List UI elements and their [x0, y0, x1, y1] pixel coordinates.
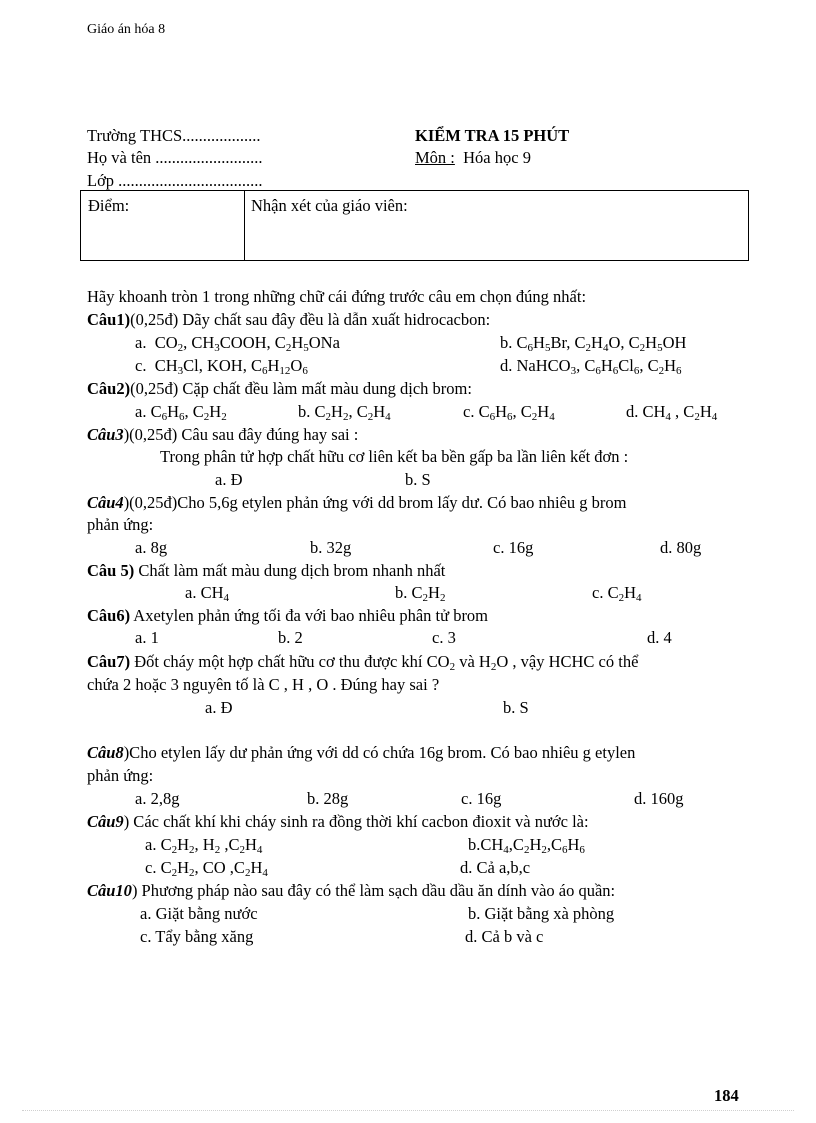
- q5-option-b: b. $C_2H_2$: [395, 583, 446, 604]
- question-7-cont: chứa 2 hoặc 3 nguyên tố là C , H , O . Đúng hay sai ?: [87, 675, 440, 694]
- question-6: Câu6) Axetylen phản ứng tối đa với bao nhiêu phân tử brom: [87, 606, 489, 625]
- q4-option-d: d. 80g: [660, 538, 702, 557]
- q2-option-b: b. $C_2H_2$, $C_2H_4$: [298, 402, 391, 423]
- test-title: KIỂM TRA 15 PHÚT: [415, 126, 570, 145]
- subject-value: Hóa học 9: [463, 148, 531, 167]
- q10-option-c: c. Tẩy bằng xăng: [140, 927, 254, 946]
- q2-option-c: c. $C_6H_6$, $C_2H_4$: [463, 402, 555, 423]
- q3-option-b: b. S: [405, 470, 431, 489]
- q6-option-c: c. 3: [432, 628, 456, 647]
- q8-option-b: b. 28g: [307, 789, 349, 808]
- grade-box-divider: [244, 190, 245, 260]
- q5-option-c: c. $C_2H_4$: [592, 583, 642, 604]
- score-label: Điểm:: [88, 196, 130, 215]
- q9-option-b: $b.CH_4,C_2H_2,C_6H_6$: [468, 835, 585, 856]
- question-4-cont: phản ứng:: [87, 515, 154, 534]
- q9-option-d: d. Cả a,b,c: [460, 858, 531, 877]
- q6-option-a: a. 1: [135, 628, 159, 647]
- q7-option-b: b. S: [503, 698, 529, 717]
- name-field: Họ và tên ..........................: [87, 148, 263, 167]
- question-8: Câu8)Cho etylen lấy dư phản ứng với dd có chứa 16g brom. Có bao nhiêu g etylen: [87, 743, 636, 762]
- subject-line: [415, 148, 531, 167]
- q10-option-d: d. Cả b và c: [465, 927, 544, 946]
- q1-option-a: a. $CO_2$, $CH_3COOH$, $C_2H_5ONa$: [135, 333, 340, 354]
- instruction: Hãy khoanh tròn 1 trong những chữ cái đứng trước câu em chọn đúng nhất:: [87, 287, 587, 306]
- q9-option-c: c. $C_2H_2$, CO $,C_2H_4$: [145, 858, 268, 879]
- q8-option-a: a. 2,8g: [135, 789, 180, 808]
- q1-option-b: b. $C_6H_5Br$, $C_2H_4O$, $C_2H_5OH$: [500, 333, 687, 354]
- q2-option-d: d. $CH_4$ , $C_2H_4$: [626, 402, 718, 423]
- q8-option-c: c. 16g: [461, 789, 502, 808]
- q9-option-a: a. $C_2H_2$, $H_2$ $,C_2H_4$: [145, 835, 263, 856]
- q5-option-a: a. $CH_4$: [185, 583, 229, 604]
- q8-option-d: d. 160g: [634, 789, 684, 808]
- q4-option-c: c. 16g: [493, 538, 534, 557]
- q6-option-b: b. 2: [278, 628, 303, 647]
- footer-divider: [22, 1110, 794, 1111]
- q1-option-d: d. NaHCO$_3$, $C_6H_6Cl_6$, $C_2H_6$: [500, 356, 682, 377]
- q1-option-c: c. $CH_3Cl$, KOH, $C_6H_{12}O_6$: [135, 356, 308, 377]
- question-7: Câu7) Đốt cháy một hợp chất hữu cơ thu được khí $CO_2$ và $H_2O$ , vậy HCHC có thể: [87, 652, 639, 673]
- q4-option-a: a. 8g: [135, 538, 168, 557]
- q3-option-a: a. Đ: [215, 470, 243, 489]
- q4-option-b: b. 32g: [310, 538, 352, 557]
- q2-option-a: a. $C_6H_6$, $C_2H_2$: [135, 402, 227, 423]
- subject-label: Môn :: [415, 148, 455, 167]
- q10-option-a: a. Giặt bằng nước: [140, 904, 258, 923]
- question-4: Câu4)(0,25đ)Cho 5,6g etylen phản ứng với dd brom lấy dư. Có bao nhiêu g brom: [87, 493, 627, 512]
- q3-statement: Trong phân tử hợp chất hữu cơ liên kết ba bền gấp ba lần liên kết đơn :: [160, 447, 629, 466]
- school-field: Trường THCS...................: [87, 126, 261, 145]
- question-10: Câu10) Phương pháp nào sau đây có thể làm sạch dầu dầu ăn dính vào áo quần:: [87, 881, 616, 900]
- q7-option-a: a. Đ: [205, 698, 233, 717]
- question-9: Câu9) Các chất khí khi cháy sinh ra đồng thời khí cacbon đioxit và nước là:: [87, 812, 589, 831]
- q6-option-d: d. 4: [647, 628, 672, 647]
- grade-box: [80, 190, 749, 261]
- q10-option-b: b. Giặt bằng xà phòng: [468, 904, 615, 923]
- question-2: Câu2)(0,25đ) Cặp chất đều làm mất màu dung dịch brom:: [87, 379, 472, 398]
- page-number: 184: [714, 1086, 739, 1105]
- question-8-cont: phản ứng:: [87, 766, 154, 785]
- question-1: Câu1)(0,25đ) Dãy chất sau đây đều là dẫn xuất hidrocacbon:: [87, 310, 491, 329]
- teacher-comment-label: Nhận xét của giáo viên:: [251, 196, 408, 215]
- document-header: Giáo án hóa 8: [87, 22, 166, 37]
- question-3: Câu3)(0,25đ) Câu sau đây đúng hay sai :: [87, 425, 359, 444]
- class-field: Lớp ...................................: [87, 171, 263, 190]
- question-5: Câu 5) Chất làm mất màu dung dịch brom nhanh nhất: [87, 561, 446, 580]
